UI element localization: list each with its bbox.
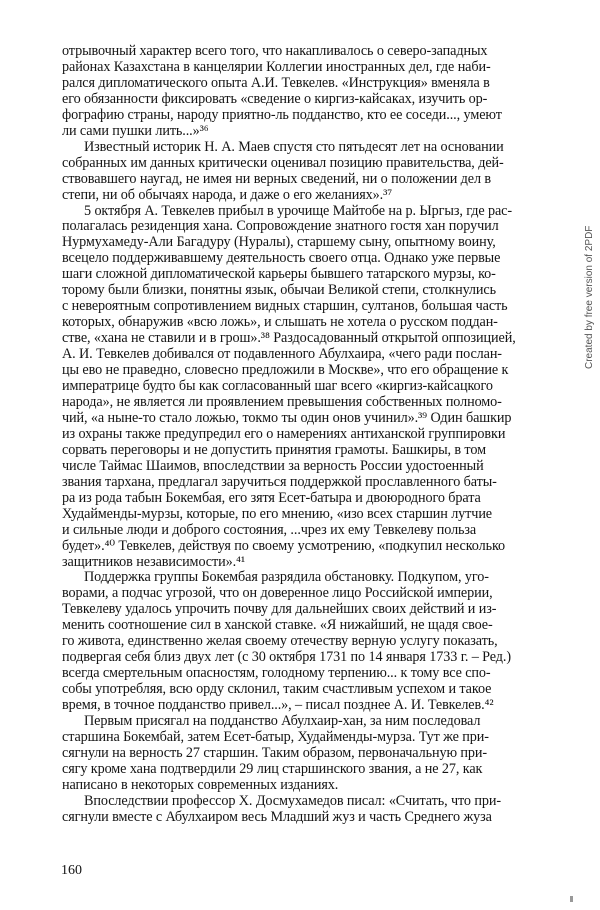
text-line: защитников независимости».⁴¹ bbox=[62, 554, 246, 570]
text-line: менить соотношение сил в ханской ставке. «Я нижайший, не щадя свое- bbox=[62, 618, 493, 634]
text-line: собранных им данных критически оценивал позицию правительства, дей- bbox=[62, 155, 504, 171]
text-line: цы ево не праведно, словесно предложили в Москве», что его обращение к bbox=[62, 363, 509, 379]
text-line: и сильные люди и доброго состояния, ...чрез их ему Тевкелеву польза bbox=[62, 522, 477, 538]
text-line: народа», не является ли проявлением превышения собственных полномо- bbox=[62, 394, 502, 410]
text-line: Впоследствии профессор Х. Досмухамедов писал: «Считать, что при- bbox=[84, 793, 501, 809]
text-line: А. И. Тевкелев добивался от подавленного Абулхаира, «чего ради послан- bbox=[62, 347, 502, 363]
text-line: Первым присягал на подданство Абулхаир-хан, за ним последовал bbox=[84, 714, 481, 730]
text-line: время, в точное подданство привел...», – писал позднее А. И. Тевкелев.⁴² bbox=[62, 698, 494, 714]
text-line: всецело поддерживавшему деятельность своего отца. Однако уже первые bbox=[62, 251, 501, 267]
text-line: императрице будто бы как согласованный шаг всего «киргиз-кайсацкого bbox=[62, 379, 493, 395]
text-line: сягнули вместе с Абулхаиром весь Младший жуз и часть Среднего жуза bbox=[62, 809, 492, 825]
text-line: его обязанности фиксировать «сведение о киргиз-кайсаках, изучить ор- bbox=[62, 91, 488, 107]
text-line: сягнули на верность 27 старшин. Таким образом, первоначальную при- bbox=[62, 745, 488, 761]
text-line: отрывочный характер всего того, что накапливалось о северо-западных bbox=[62, 44, 488, 59]
text-line: Худайменды-мурзы, которые, по его мнению, «изо всех старшин лутчие bbox=[62, 506, 493, 522]
text-line: числе Таймас Шаимов, впоследствии за верность России удостоенный bbox=[62, 458, 484, 474]
text-line: Тевкелеву удалось упрочить почву для дальнейших своих действий и из- bbox=[62, 602, 497, 618]
text-line: рался дипломатического опыта А.И. Тевкелев. «Инструкция» вменяла в bbox=[62, 75, 490, 91]
text-line: ли сами пушки лить...»³⁶ bbox=[62, 123, 209, 139]
watermark-text: Created by free version of 2PDF bbox=[584, 225, 595, 369]
text-line: из охраны также предупредил его о намерениях антиханской группировки bbox=[62, 426, 506, 442]
text-line: фографию страны, народу приятно-ль подданство, кто ее соседи..., умеют bbox=[62, 107, 502, 123]
text-line: Известный историк Н. А. Маев спустя сто пятьдесят лет на основании bbox=[84, 139, 504, 155]
text-line: шаги сложной дипломатической карьеры бывшего татарского мурзы, ко- bbox=[62, 267, 496, 283]
scan-artifact bbox=[570, 896, 573, 902]
text-line: Поддержка группы Бокембая разрядила обстановку. Подкупом, уго- bbox=[84, 570, 489, 586]
text-line: ворами, а подчас угрозой, что он доверенное лицо Российской империи, bbox=[62, 586, 493, 602]
page-number: 160 bbox=[61, 863, 82, 878]
text-line: будет».⁴⁰ Тевкелев, действуя по своему усмотрению, «подкупил несколько bbox=[62, 538, 506, 554]
text-line: ра из рода табын Бокембая, его зятя Есет-батыра и двоюродного брата bbox=[62, 490, 481, 506]
text-line: написано в некоторых современных изданиях. bbox=[62, 777, 339, 793]
text-line: степи, ни об обычаях народа, и даже о его желаниях».³⁷ bbox=[62, 187, 393, 203]
text-line: собы употребляя, всю орду склонил, таким счастливым успехом и такое bbox=[62, 682, 492, 698]
text-line: которых, обнаружив «всю ложь», и слышать не хотела о русском поддан- bbox=[62, 315, 498, 331]
text-line: с невероятным сопротивлением видных старшин, султанов, большая часть bbox=[62, 299, 508, 315]
text-line: районах Казахстана в канцелярии Коллегии иностранных дел, где наби- bbox=[62, 59, 491, 75]
text-line: звания тархана, предлагал заручиться поддержкой прославленного баты- bbox=[62, 474, 497, 490]
text-line: полагалась резиденция хана. Сопровождение знатного гостя хан поручил bbox=[62, 219, 499, 235]
text-line: сорвать переговоры и не допустить принятия грамоты. Башкиры, в том bbox=[62, 442, 486, 458]
text-line: ствовавшего наугад, не имея ни верных сведений, ни о положении дел в bbox=[62, 171, 491, 187]
text-line: Нурмухамеду-Али Багадуру (Нуралы), старшему сыну, опытному воину, bbox=[62, 235, 496, 251]
text-line: чий, «а ныне-то стало ложью, токмо ты один онов учинил».³⁹ Один башкир bbox=[62, 410, 512, 426]
text-line: го живота, единственно желая своему отечеству верную услугу показать, bbox=[62, 634, 498, 650]
text-line: старшина Бокембай, затем Есет-батыр, Худайменды-мурза. Тут же при- bbox=[62, 729, 489, 745]
text-line: торому были близки, понятны язык, обычаи Великой степи, столкнулись bbox=[62, 283, 496, 299]
text-line: стве, «хана не ставили и в грош».³⁸ Раздосадованный открытой оппозицией, bbox=[62, 331, 516, 347]
text-line: подвергая себя близ двух лет (с 30 октября 1731 по 14 января 1733 г. – Ред.) bbox=[62, 650, 511, 666]
text-line: 5 октября А. Тевкелев прибыл в урочище Майтобе на р. Ыргыз, где рас- bbox=[84, 203, 513, 219]
watermark bbox=[584, 214, 598, 369]
body-text bbox=[62, 44, 562, 826]
text-line: сягу кроме хана подтвердили 29 лиц старшинского звания, а не 27, как bbox=[62, 761, 483, 777]
text-line: всегда смертельным опасностям, голодному терпению... к тому все спо- bbox=[62, 666, 491, 682]
